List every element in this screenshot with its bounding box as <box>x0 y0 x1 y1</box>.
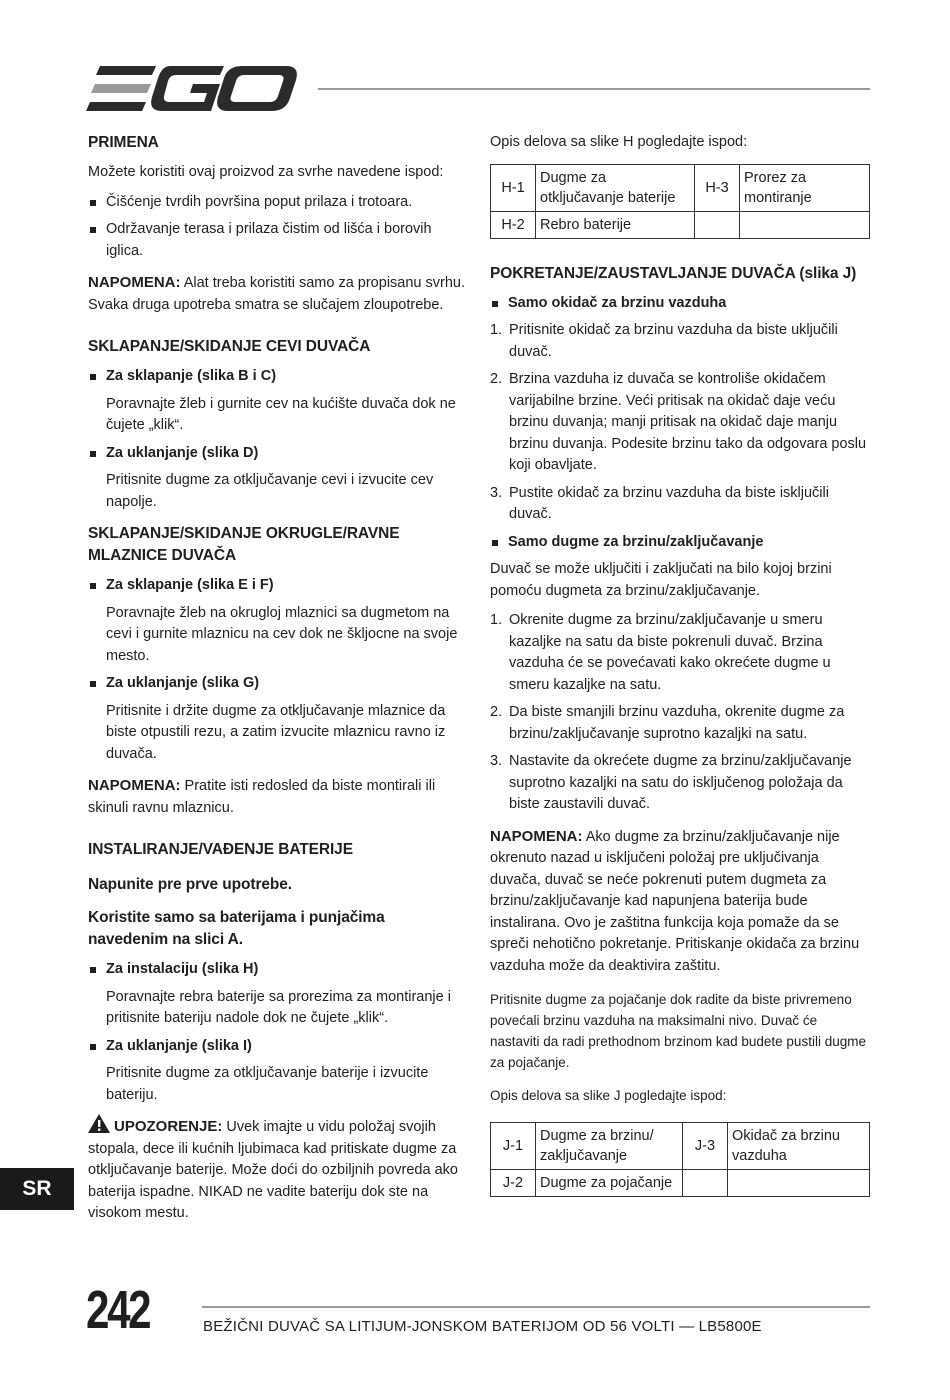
table-cell: J-3 <box>683 1123 728 1170</box>
note-label: NAPOMENA: <box>88 274 181 291</box>
list-item: 2. Da biste smanjili brzinu vazduha, okrenite dugme za brzinu/zaključavanje suprotno kazaljki na satu. <box>490 704 845 742</box>
table-row <box>491 211 870 238</box>
warning-text: Uvek imajte u vidu položaj svojih stopala, dece ili kućnih ljubimaca kad pritiskate dugme za otključavanje baterije. Može doći do ozbiljnih povreda ako baterija ispadne. NIKAD ne vadite bateriju dok ste na visokom mestu. <box>88 1119 458 1221</box>
step-text: Poravnajte žleb i gurnite cev na kućište duvača dok ne čujete „klik“. <box>106 395 456 433</box>
dugme-intro: Duvač se može uključiti i zaključati na bilo kojoj brzini pomoću dugmeta za brzinu/zaključavanje. <box>490 561 832 599</box>
warning-paragraph <box>88 1114 468 1225</box>
table-cell: Rebro baterije <box>536 211 695 238</box>
table-cell: J-2 <box>491 1170 536 1197</box>
subheading: Koristite samo sa baterijama i punjačima navedenim na slici A. <box>88 909 385 948</box>
primena-intro: Možete koristiti ovaj proizvod za svrhe navedene ispod: <box>88 164 444 180</box>
table-cell: Dugme za brzinu/ zaključavanje <box>536 1123 683 1170</box>
okidac-steps <box>490 320 870 526</box>
step-text: Pritisnite i držite dugme za otključavanje mlaznice da biste otpustili rezu, a zatim izvucite mlaznicu ravno iz duvača. <box>106 702 446 762</box>
step-text: Poravnajte rebra baterije sa prorezima za montiranje i pritisnite bateriju nadole dok ne čujete „klik“. <box>106 988 451 1026</box>
table-cell <box>728 1170 870 1197</box>
note-text: Pratite isti redosled da biste montirali ili skinuli ravnu mlaznicu. <box>88 778 436 816</box>
section-heading-mlaznice: SKLAPANJE/SKIDANJE OKRUGLE/RAVNE MLAZNICE DUVAČA <box>88 525 400 564</box>
step-text: Poravnajte žleb na okrugloj mlaznici sa dugmetom na cevi i gurnite mlaznicu na cev dok ne škljocne na svoje mesto. <box>106 604 458 664</box>
list-item: Samo okidač za brzinu vazduha <box>490 293 870 315</box>
step-text: Pritisnite dugme za otključavanje cevi i izvucite cev napolje. <box>106 472 434 510</box>
table-cell: Okidač za brzinu vazduha <box>728 1123 870 1170</box>
list-item: Za sklapanje (slika B i C) <box>88 366 468 388</box>
table-cell: H-1 <box>491 164 536 211</box>
left-column <box>88 132 468 1233</box>
list-item: Za uklanjanje (slika I) <box>88 1036 468 1058</box>
warning-label: UPOZORENJE: <box>114 1118 223 1135</box>
footer-title: BEŽIČNI DUVAČ SA LITIJUM-JONSKOM BATERIJOM OD 56 VOLTI — LB5800E <box>203 1318 762 1335</box>
list-item: 3. Nastavite da okrećete dugme za brzinu/zaključavanje suprotno kazaljki na satu do isključenog položaja da biste zaustavili duvač. <box>490 753 852 812</box>
list-item: 3. Pustite okidač za brzinu vazduha da biste isključili duvač. <box>490 484 829 522</box>
list-item: 1. Pritisnite okidač za brzinu vazduha da biste uključili duvač. <box>490 322 838 360</box>
parts-table-h <box>490 164 870 239</box>
list-item: 1. Okrenite dugme za brzinu/zaključavanje u smeru kazaljke na satu da biste pokrenuli duvač. Brzina vazduha će se povećavati kako okrećete dugme u smeru kazaljke na satu. <box>490 612 831 693</box>
table-cell <box>740 211 870 238</box>
warning-icon <box>88 1114 110 1133</box>
list-item: Čišćenje tvrdih površina poput prilaza i trotoara. <box>88 192 468 214</box>
note-label: NAPOMENA: <box>88 777 181 794</box>
list-item: Za uklanjanje (slika D) <box>88 443 468 465</box>
table-cell: Dugme za pojačanje <box>536 1170 683 1197</box>
note-paragraph <box>490 826 870 978</box>
header-rule <box>318 88 870 90</box>
table-cell: Prorez za montiranje <box>740 164 870 211</box>
parts-table-j <box>490 1122 870 1197</box>
section-heading-pokretanje: POKRETANJE/ZAUSTAVLJANJE DUVAČA (slika J) <box>490 264 857 282</box>
table-cell <box>695 211 740 238</box>
note-text: Alat treba koristiti samo za propisanu svrhu. Svaka druga upotreba smatra se slučajem zloupotrebe. <box>88 275 465 313</box>
list-item: Za instalaciju (slika H) <box>88 959 468 981</box>
list-item: Samo dugme za brzinu/zaključavanje <box>490 532 870 554</box>
table-row <box>491 1123 870 1170</box>
table-cell: H-2 <box>491 211 536 238</box>
list-item: Za uklanjanje (slika G) <box>88 673 468 695</box>
table-cell <box>683 1170 728 1197</box>
table-cell: J-1 <box>491 1123 536 1170</box>
subheading: Napunite pre prve upotrebe. <box>88 876 292 893</box>
note-label: NAPOMENA: <box>490 827 583 845</box>
step-text: Pritisnite dugme za otključavanje baterije i izvucite bateriju. <box>106 1065 429 1103</box>
list-item: Održavanje terasa i prilaza čistim od lišća i borovih iglica. <box>88 219 468 262</box>
list-item: 2. Brzina vazduha iz duvača se kontroliše okidačem varijabilne brzine. Veći pritisak na okidač daje veću brzinu duvanja; manji pritisak na okidač daje manju brzinu duvanja. Podesite brzinu tako da odgovara poslu koji obavljate. <box>490 371 867 473</box>
parts-intro-j: Opis delova sa slike J pogledajte ispod: <box>490 1088 727 1103</box>
section-heading-baterija: INSTALIRANJE/VAĐENJE BATERIJE <box>88 841 353 858</box>
note-text: Ako dugme za brzinu/zaključavanje nije okrenuto nazad u isključeni položaj pre uključivanja duvača, duvač se neće pokrenuti putem dugmeta za brzinu/zaključavanje kad napunjena baterija bude instalirana. Ovo je zaštitna funkcija koja pomaže da se spreči nehotično pokretanje. Pritiskanje okidača za brzinu vazduha može da deaktivira zaštitu. <box>490 828 860 974</box>
list-item: Za sklapanje (slika E i F) <box>88 575 468 597</box>
right-column <box>490 132 870 1221</box>
section-heading-primena: PRIMENA <box>88 134 159 151</box>
note-paragraph <box>88 272 468 316</box>
footer-rule <box>202 1306 870 1308</box>
language-tab: SR <box>0 1168 74 1210</box>
parts-intro-h: Opis delova sa slike H pogledajte ispod: <box>490 134 748 150</box>
table-cell: Dugme za otključavanje baterije <box>536 164 695 211</box>
note-paragraph <box>88 775 468 819</box>
ego-logo <box>86 64 298 114</box>
table-cell: H-3 <box>695 164 740 211</box>
table-row <box>491 1170 870 1197</box>
page-number: 242 <box>86 1280 150 1340</box>
section-heading-cevi: SKLAPANJE/SKIDANJE CEVI DUVAČA <box>88 338 371 355</box>
table-row <box>491 164 870 211</box>
boost-paragraph: Pritisnite dugme za pojačanje dok radite da biste privremeno povećali brzinu vazduha na maksimalni nivo. Duvač će nastaviti da radi prethodnom brzinom kad budete pustili dugme za pojačanje. <box>490 992 866 1070</box>
dugme-steps <box>490 610 870 816</box>
